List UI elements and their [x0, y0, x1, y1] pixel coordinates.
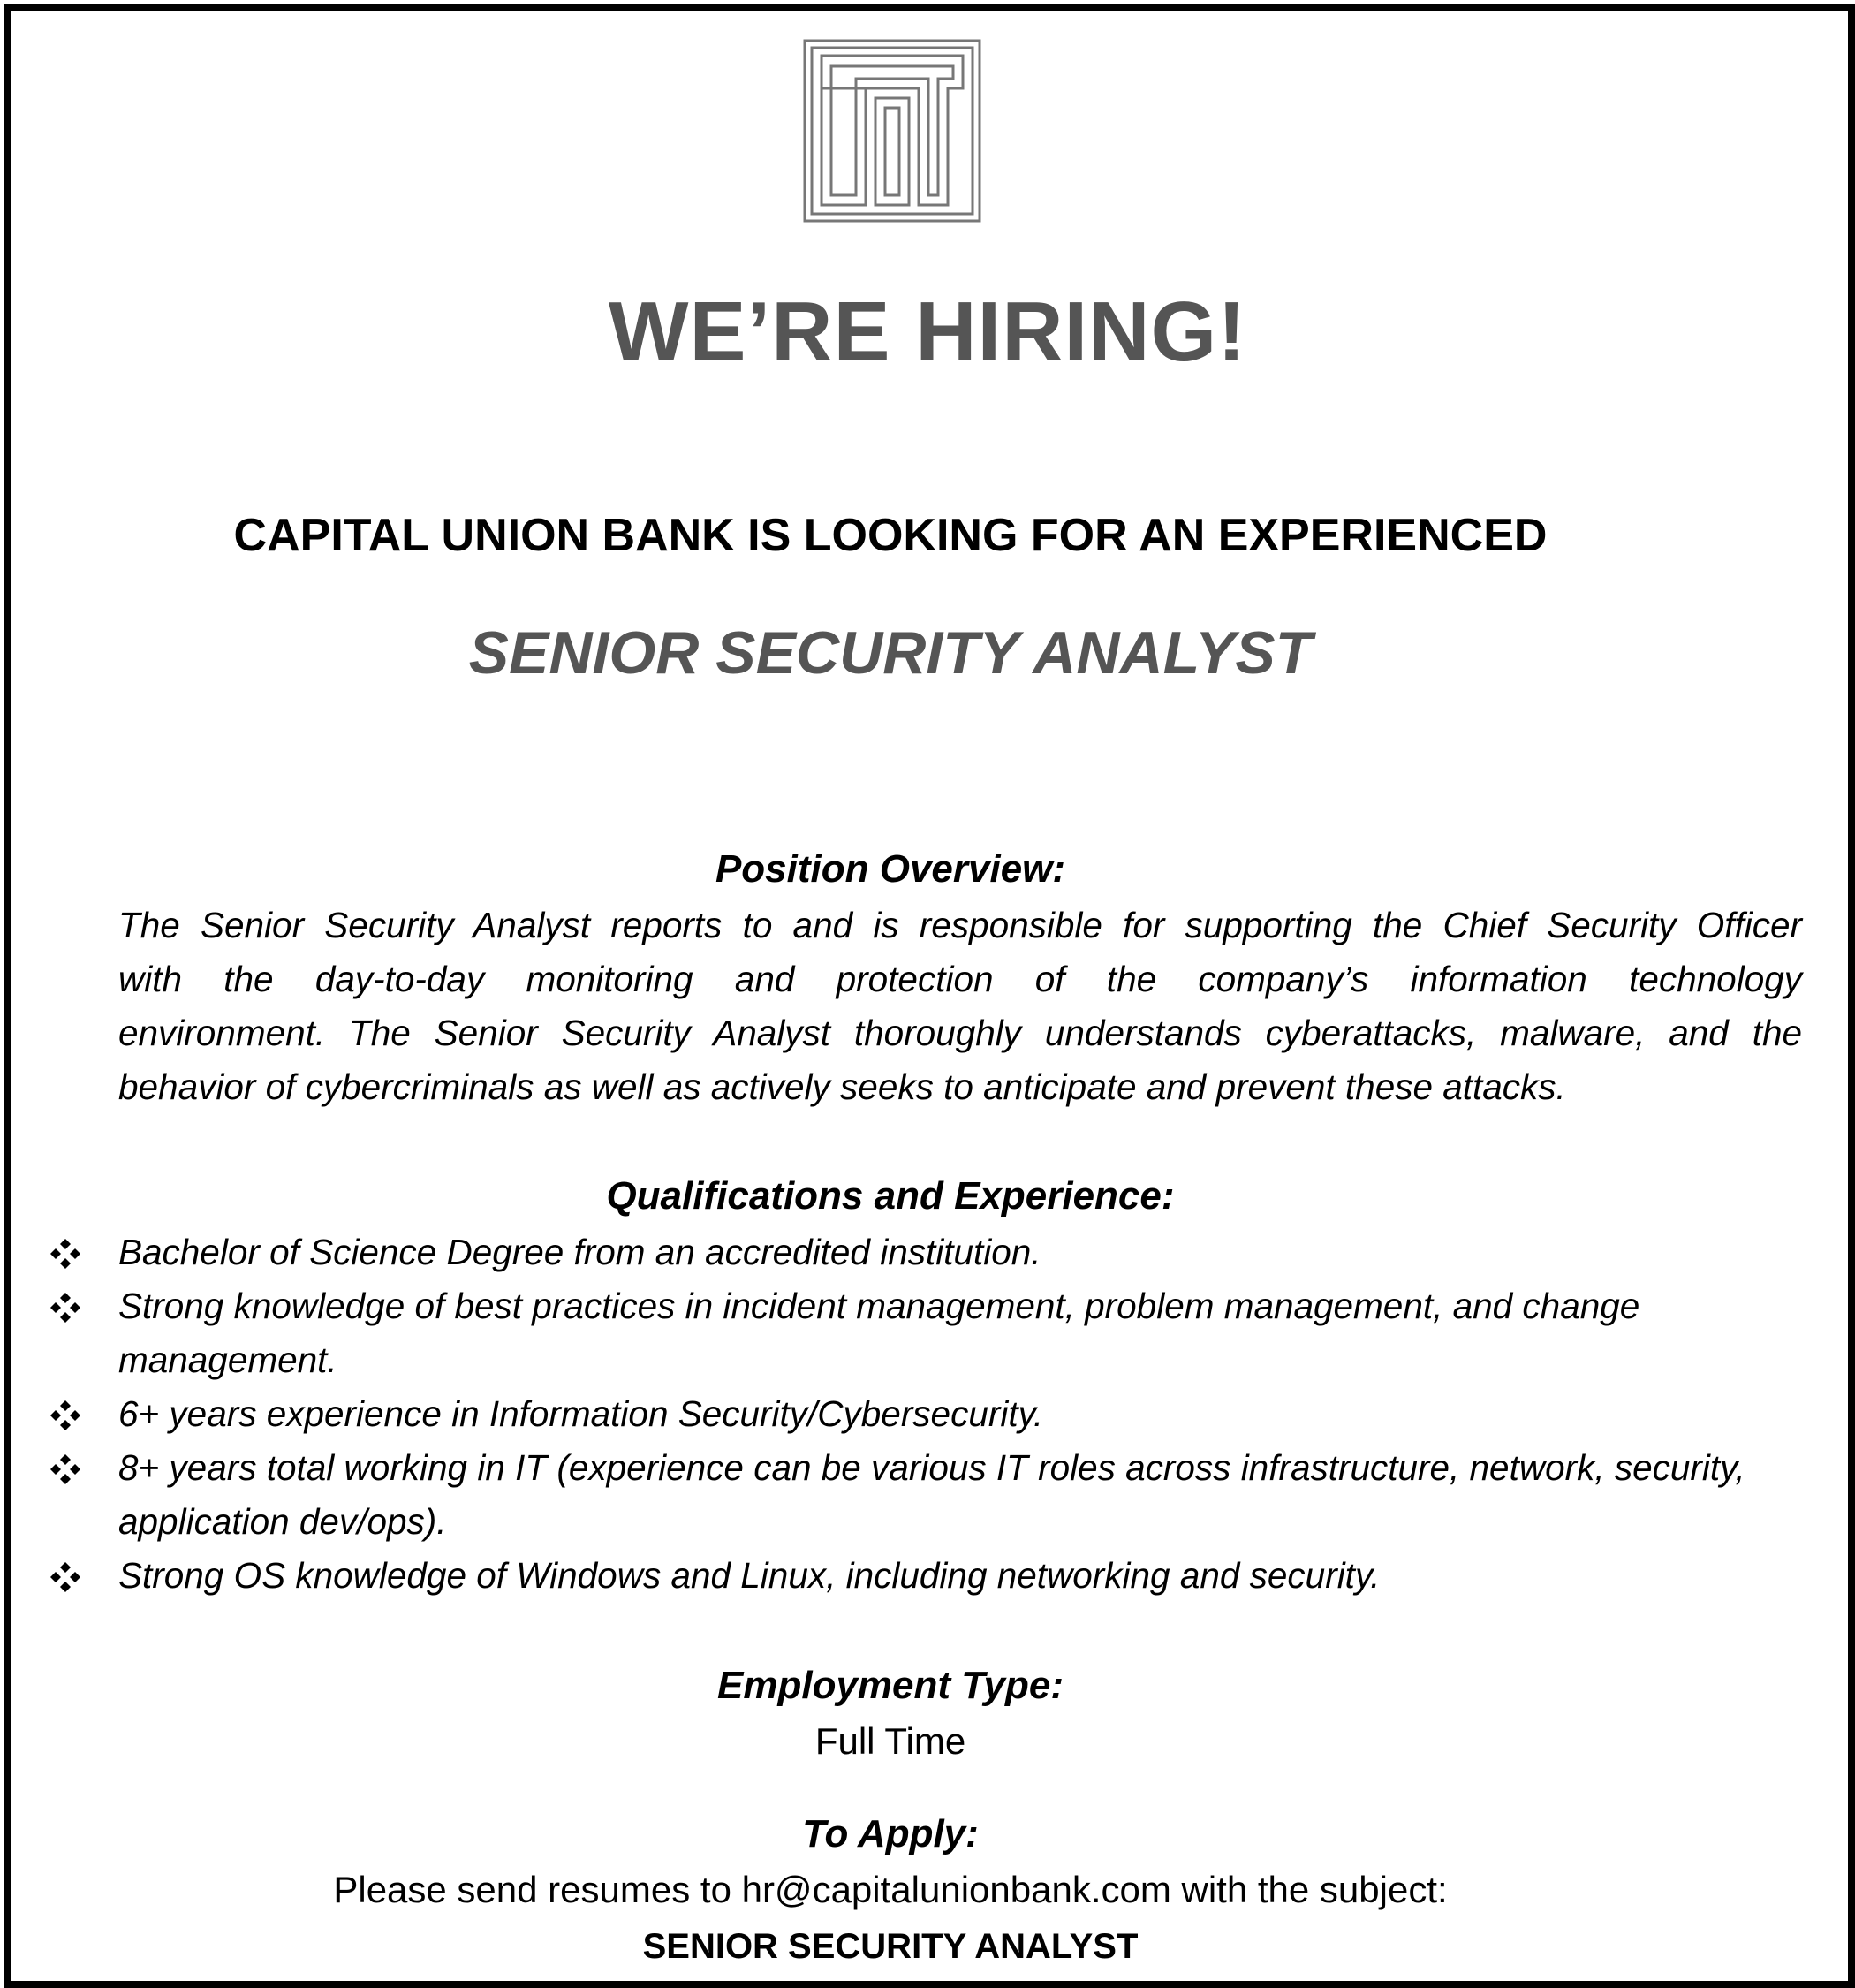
four-diamond-bullet-icon — [49, 1238, 81, 1270]
company-logo — [802, 38, 982, 224]
qualifications-heading: Qualifications and Experience: — [606, 1174, 1175, 1218]
qualification-text: 6+ years experience in Information Security/Cybersecurity. — [118, 1393, 1044, 1434]
qualification-text: Strong knowledge of best practices in incident management, problem management, and change management. — [118, 1286, 1640, 1380]
list-item — [0, 1279, 1814, 1387]
intro-line: CAPITAL UNION BANK IS LOOKING FOR AN EXPERIENCED — [233, 510, 1548, 561]
four-diamond-bullet-icon — [49, 1292, 81, 1324]
qualifications-list — [0, 1225, 1855, 1603]
overview-heading: Position Overview: — [715, 847, 1066, 891]
employment-type-value: Full Time — [814, 1720, 966, 1762]
four-diamond-bullet-icon — [49, 1400, 81, 1431]
four-diamond-bullet-icon — [49, 1453, 81, 1485]
qualification-text: 8+ years total working in IT (experience can be various IT roles across infrastructure, network, security, application dev/ops). — [118, 1447, 1745, 1542]
overview-line: environment. The Senior Security Analyst thoroughly understands cyberattacks, malware, and the — [118, 1013, 1802, 1053]
hiring-headline: WE’RE HIRING! — [608, 285, 1247, 379]
four-diamond-bullet-icon — [49, 1561, 81, 1593]
list-item — [0, 1441, 1814, 1549]
overview-line: with the day-to-day monitoring and protection of the company’s information technology — [118, 959, 1802, 999]
overview-line: behavior of cybercriminals as well as actively seeks to anticipate and prevent these attacks. — [118, 1066, 1566, 1107]
apply-instructions: Please send resumes to hr@capitalunionbank.com with the subject: — [333, 1869, 1448, 1910]
employment-heading: Employment Type: — [717, 1664, 1064, 1707]
qualification-text: Bachelor of Science Degree from an accredited institution. — [118, 1232, 1041, 1272]
list-item — [0, 1549, 1814, 1603]
apply-subject: SENIOR SECURITY ANALYST — [642, 1927, 1139, 1966]
overview-paragraph — [118, 899, 1802, 1114]
qualification-text: Strong OS knowledge of Windows and Linux, including networking and security. — [118, 1555, 1381, 1596]
overview-line: The Senior Security Analyst reports to and is responsible for supporting the Chief Security Officer — [118, 905, 1802, 945]
list-item — [0, 1225, 1814, 1279]
apply-heading: To Apply: — [802, 1812, 979, 1855]
role-title: SENIOR SECURITY ANALYST — [468, 619, 1313, 687]
list-item — [0, 1387, 1814, 1441]
